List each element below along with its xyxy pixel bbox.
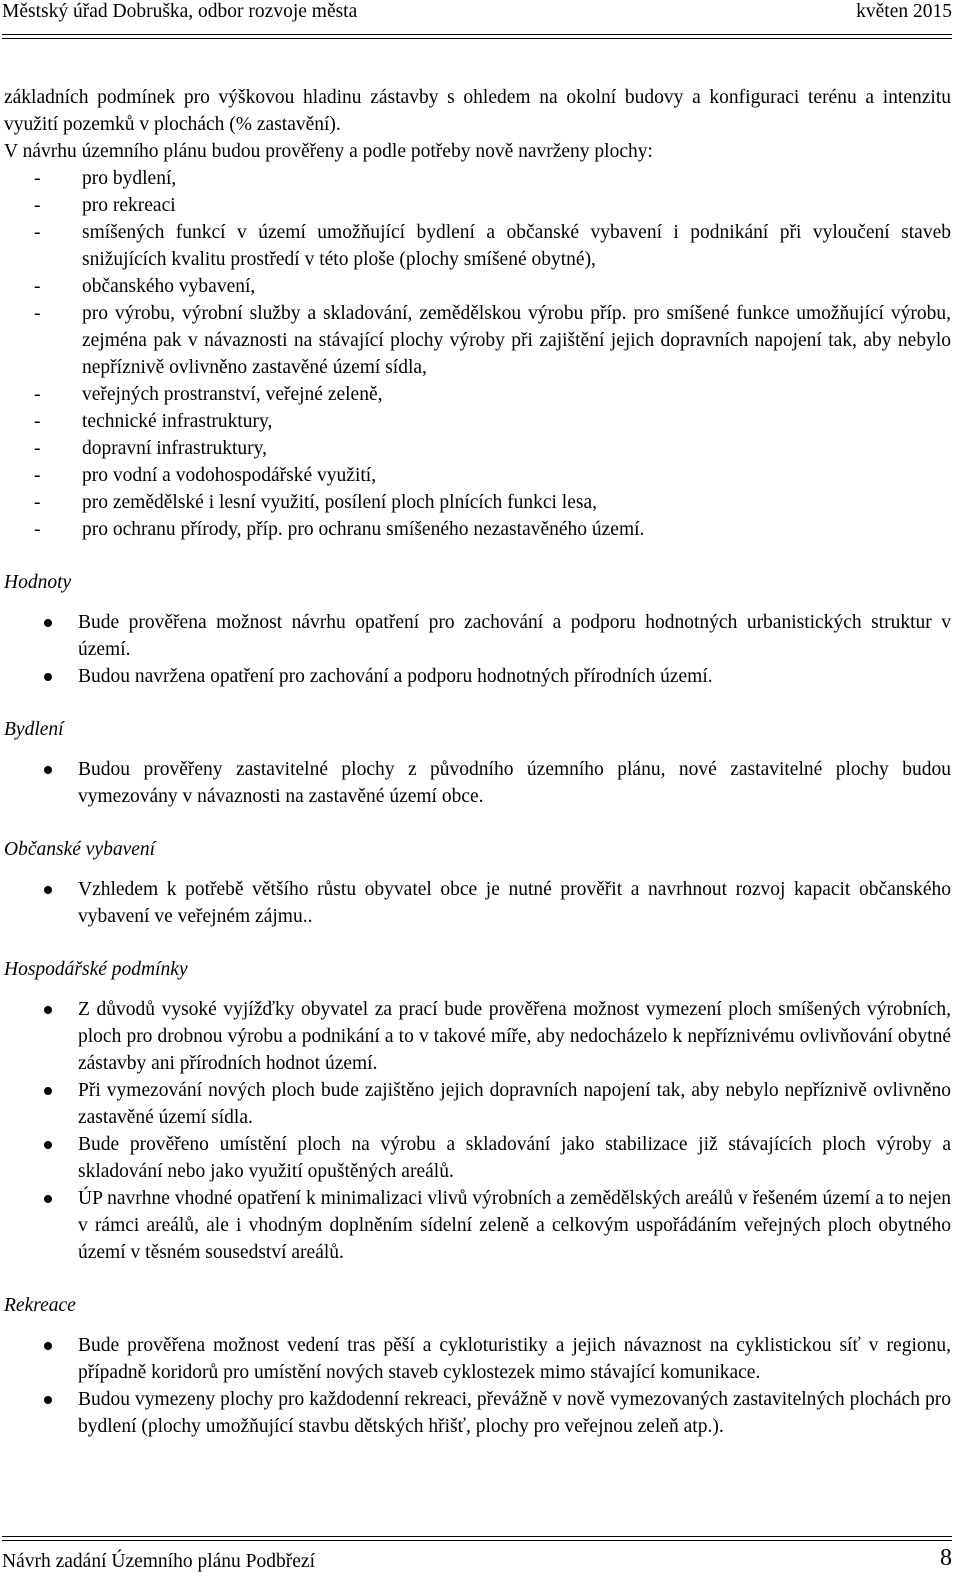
hospodarske-list <box>4 996 951 1266</box>
section-heading-hospodarske-podminky: Hospodářské podmínky <box>4 959 188 980</box>
bullet-item: Při vymezování nových ploch bude zajištěno jejich dopravních napojení tak, aby nebylo nepříznivě ovlivněno zastavěné území sídla. <box>4 1077 951 1131</box>
list-item: - dopravní infrastruktury, <box>4 435 951 462</box>
page-footer <box>2 1540 952 1588</box>
section-heading-obcanske-vybaveni: Občanské vybavení <box>4 839 156 860</box>
bullet-item: Vzhledem k potřebě většího růstu obyvatel obce je nutné prověřit a navrhnout rozvoj kapacit občanského vybavení ve veřejném zájmu.. <box>4 876 951 930</box>
list-item: - pro výrobu, výrobní služby a skladování, zemědělskou výrobu příp. pro smíšené funkce umožňující výrobu, zejména pak v návaznosti na stávající plochy výroby při zajištění jejich dopravních napojení tak, aby nebylo nepříznivě ovlivněno zastavěné území sídla, <box>4 300 951 381</box>
bydleni-list <box>4 756 951 810</box>
list-item: - veřejných prostranství, veřejné zeleně, <box>4 381 951 408</box>
list-item: - pro zemědělské i lesní využití, posílení ploch plnících funkci lesa, <box>4 489 951 516</box>
list-item: - pro vodní a vodohospodářské využití, <box>4 462 951 489</box>
bullet-item: Bude prověřeno umístění ploch na výrobu a skladování jako stabilizace již stávajících ploch výroby a skladování nebo jako využití opuštěných areálů. <box>4 1131 951 1185</box>
bullet-item: ÚP navrhne vhodné opatření k minimalizaci vlivů výrobních a zemědělských areálů v řešeném území a to nejen v rámci areálů, ale i vhodným doplněním sídelní zeleně a celkovým uspořádáním veřejných ploch obytného území v těsném sousedství areálů. <box>4 1185 951 1266</box>
footer-document-title: Návrh zadání Územního plánu Podbřezí <box>2 1551 315 1572</box>
section-heading-hodnoty: Hodnoty <box>4 572 72 593</box>
intro-continuation: základních podmínek pro výškovou hladinu zástavby s ohledem na okolní budovy a konfiguraci terénu a intenzitu využití pozemků v plochách (% zastavění). <box>4 87 951 135</box>
list-item: - pro bydlení, <box>4 165 951 192</box>
bullet-item: Z důvodů vysoké vyjížďky obyvatel za prací bude prověřena možnost vymezení ploch smíšených výrobních, ploch pro drobnou výrobu a podnikání a to v takové míře, aby nedocházelo k nepříznivému ovlivňování obytné zástavby ani přírodních hodnot území. <box>4 996 951 1077</box>
header-date: květen 2015 <box>856 1 952 22</box>
page-header <box>2 0 952 35</box>
plochy-list <box>4 165 951 543</box>
bullet-item: Bude prověřena možnost návrhu opatření pro zachování a podporu hodnotných urbanistických struktur v území. <box>4 609 951 663</box>
list-item: - smíšených funkcí v území umožňující bydlení a občanské vybavení i podnikání při vyloučení staveb snižujících kvalitu prostředí v této ploše (plochy smíšené obytné), <box>4 219 951 273</box>
header-office: Městský úřad Dobruška, odbor rozvoje města <box>2 1 358 22</box>
bullet-item: Budou navržena opatření pro zachování a podporu hodnotných přírodních území. <box>4 663 951 690</box>
bullet-item: Bude prověřena možnost vedení tras pěší a cykloturistiky a jejich návaznost na cyklistickou síť v regionu, případně koridorů pro umístění nových staveb cyklostezek mimo stávající komunikace. <box>4 1332 951 1386</box>
obcanske-list <box>4 876 951 930</box>
document-body <box>4 84 951 1440</box>
list-item: - občanského vybavení, <box>4 273 951 300</box>
hodnoty-list <box>4 609 951 690</box>
section-heading-bydleni: Bydlení <box>4 719 64 740</box>
bullet-item: Budou prověřeny zastavitelné plochy z původního územního plánu, nové zastavitelné plochy budou vymezovány v návaznosti na zastavěné území obce. <box>4 756 951 810</box>
intro-lead: V návrhu územního plánu budou prověřeny a podle potřeby nově navrženy plochy: <box>4 141 653 162</box>
page-number: 8 <box>940 1545 952 1571</box>
list-item: - technické infrastruktury, <box>4 408 951 435</box>
bullet-item: Budou vymezeny plochy pro každodenní rekreaci, převážně v nově vymezovaných zastavitelných plochách pro bydlení (plochy umožňující stavbu dětských hřišť, plochy pro veřejnou zeleň atp.). <box>4 1386 951 1440</box>
section-heading-rekreace: Rekreace <box>4 1295 76 1316</box>
rekreace-list <box>4 1332 951 1440</box>
list-item: - pro ochranu přírody, příp. pro ochranu smíšeného nezastavěného území. <box>4 516 951 543</box>
list-item: - pro rekreaci <box>4 192 951 219</box>
